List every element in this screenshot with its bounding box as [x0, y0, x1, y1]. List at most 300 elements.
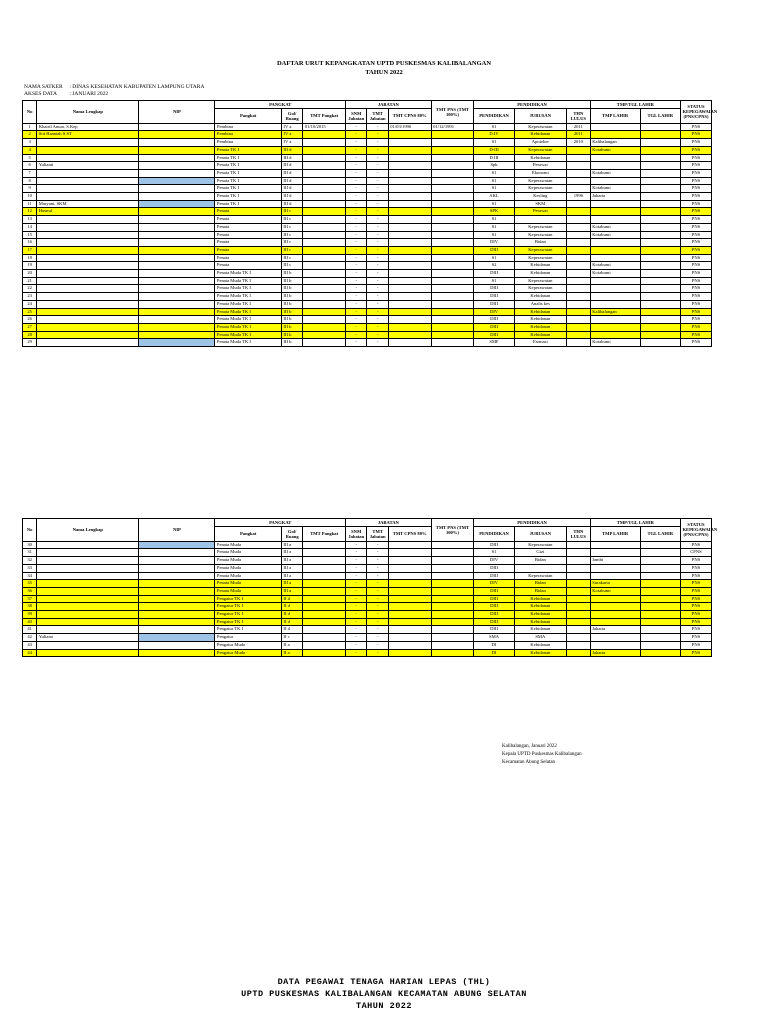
cell-tmp [590, 316, 640, 324]
col-nama: Nama Lengkap [37, 101, 139, 124]
cell-pangkat: Pengatur TK I [215, 603, 282, 611]
cell-tmt-jab: - [367, 223, 388, 231]
cell-pangkat: Pengatur Muda [215, 641, 282, 649]
cell-tmt-cpns [388, 216, 431, 224]
cell-nama [37, 254, 139, 262]
cell-nip [139, 193, 215, 201]
cell-tgl [640, 323, 680, 331]
cell-tmt-cpns [388, 618, 431, 626]
cell-pendidikan: DIII [474, 270, 514, 278]
cell-tmt-pangkat [303, 331, 346, 339]
cell-nip [139, 270, 215, 278]
cell-tmt-pns [431, 308, 474, 316]
cell-no: 11 [23, 200, 37, 208]
cell-tmt-pns [431, 200, 474, 208]
cell-jurusan: Kebidanan [514, 323, 566, 331]
cell-tmt-jab: - [367, 285, 388, 293]
cell-nama [37, 300, 139, 308]
table-row [23, 331, 712, 339]
cell-nip [139, 277, 215, 285]
group-jabatan: JABATAN [346, 519, 432, 527]
cell-snm: - [346, 649, 367, 657]
table-row [23, 293, 712, 301]
cell-snm: - [346, 618, 367, 626]
table-row [23, 139, 712, 147]
col-tmt-cpns: TMT CPNS 80% [388, 526, 431, 541]
cell-tmp: Jakarta [590, 193, 640, 201]
cell-tmt-jab: - [367, 634, 388, 642]
cell-tmp [590, 541, 640, 549]
cell-tmt-pangkat [303, 146, 346, 154]
cell-thn [566, 331, 590, 339]
cell-pendidikan: S2 [474, 262, 514, 270]
cell-gol: III b [281, 285, 302, 293]
cell-pendidikan: DIII [474, 611, 514, 619]
col-tmp-lahir: TMP LAHIR [590, 526, 640, 541]
cell-tmt-cpns [388, 223, 431, 231]
cell-tmt-pangkat [303, 246, 346, 254]
cell-nip [139, 634, 215, 642]
cell-nama [37, 239, 139, 247]
cell-nip [139, 572, 215, 580]
cell-tmt-cpns [388, 595, 431, 603]
cell-gol: II a [281, 641, 302, 649]
cell-no: 34 [23, 572, 37, 580]
cell-gol: III d [281, 193, 302, 201]
cell-nip [139, 323, 215, 331]
cell-tmt-cpns [388, 331, 431, 339]
cell-nama [37, 308, 139, 316]
cell-tmt-pangkat [303, 564, 346, 572]
cell-tgl [640, 154, 680, 162]
cell-nip [139, 611, 215, 619]
cell-tmt-jab: - [367, 549, 388, 557]
cell-tmt-jab: - [367, 611, 388, 619]
cell-tmt-pns [431, 611, 474, 619]
cell-tmt-pangkat: 01/10/2015 [303, 123, 346, 131]
cell-snm: - [346, 223, 367, 231]
cell-nip [139, 339, 215, 347]
cell-gol: III a [281, 572, 302, 580]
cell-tmp [590, 603, 640, 611]
cell-tmt-cpns [388, 626, 431, 634]
cell-tmt-pns [431, 300, 474, 308]
footer-line-3: TAHUN 2022 [355, 1001, 412, 1011]
cell-tgl [640, 339, 680, 347]
cell-pangkat: Penata Muda TK I [215, 339, 282, 347]
cell-pendidikan: S1 [474, 549, 514, 557]
table-row [23, 316, 712, 324]
cell-pangkat: Penata Muda TK I [215, 316, 282, 324]
cell-no: 17 [23, 246, 37, 254]
cell-no: 33 [23, 564, 37, 572]
cell-pendidikan: DIV [474, 239, 514, 247]
cell-tmt-cpns [388, 231, 431, 239]
cell-tmt-pangkat [303, 154, 346, 162]
cell-nip [139, 262, 215, 270]
cell-pendidikan: SMA [474, 634, 514, 642]
cell-nip [139, 618, 215, 626]
cell-gol: III d [281, 169, 302, 177]
cell-tmt-pns [431, 208, 474, 216]
cell-tgl [640, 611, 680, 619]
cell-tgl [640, 216, 680, 224]
cell-tmt-jab: - [367, 162, 388, 170]
cell-tgl [640, 123, 680, 131]
cell-tmt-pns [431, 223, 474, 231]
cell-pendidikan: S1 [474, 123, 514, 131]
table-row [23, 308, 712, 316]
col-tgl-lahir: TGL LAHIR [640, 108, 680, 123]
cell-thn [566, 154, 590, 162]
cell-tmt-pns [431, 587, 474, 595]
cell-tmt-cpns: 01/03/1990 [388, 123, 431, 131]
cell-pendidikan: DIV [474, 308, 514, 316]
cell-tmt-pangkat [303, 316, 346, 324]
cell-tmt-pangkat [303, 587, 346, 595]
cell-thn [566, 580, 590, 588]
cell-thn [566, 572, 590, 580]
cell-pangkat: Penata Muda TK I [215, 308, 282, 316]
cell-tmt-jab: - [367, 626, 388, 634]
cell-tmt-pns [431, 293, 474, 301]
cell-tmp: Kotabumi [590, 587, 640, 595]
cell-gol: III a [281, 557, 302, 565]
cell-tmt-pangkat [303, 285, 346, 293]
cell-no: 3 [23, 139, 37, 147]
cell-thn [566, 626, 590, 634]
cell-status: PNS [680, 603, 711, 611]
cell-tmt-cpns [388, 587, 431, 595]
cell-jurusan: Perawat [514, 208, 566, 216]
cell-pendidikan: DI [474, 641, 514, 649]
table-row [23, 564, 712, 572]
cell-tgl [640, 649, 680, 657]
cell-no: 15 [23, 231, 37, 239]
cell-pendidikan: DIII [474, 300, 514, 308]
cell-no: 4 [23, 146, 37, 154]
cell-snm: - [346, 131, 367, 139]
cell-pangkat: Penata [215, 208, 282, 216]
table-row [23, 123, 712, 131]
cell-no: 28 [23, 331, 37, 339]
cell-tmt-pangkat [303, 308, 346, 316]
cell-tmt-pns [431, 154, 474, 162]
cell-nip [139, 254, 215, 262]
cell-jurusan [514, 216, 566, 224]
footer-line-1: DATA PEGAWAI TENAGA HARIAN LEPAS (THL) [277, 977, 491, 987]
cell-pendidikan: DIII [474, 246, 514, 254]
cell-no: 30 [23, 541, 37, 549]
cell-no: 6 [23, 162, 37, 170]
cell-tmt-pns [431, 634, 474, 642]
table-row [23, 131, 712, 139]
cell-nama [37, 231, 139, 239]
cell-pangkat: Penata [215, 262, 282, 270]
cell-tmt-pns [431, 270, 474, 278]
table-row [23, 254, 712, 262]
cell-gol: III b [281, 293, 302, 301]
cell-tmt-cpns [388, 285, 431, 293]
cell-snm: - [346, 231, 367, 239]
footer-line-2: UPTD PUSKESMAS KALIBALANGAN KECAMATAN ABUNG SELATAN [241, 989, 527, 999]
table-row [23, 246, 712, 254]
cell-tmp [590, 216, 640, 224]
cell-jurusan: Kebidanan [514, 131, 566, 139]
cell-tmp: Surakarta [590, 580, 640, 588]
cell-tmt-cpns [388, 557, 431, 565]
table-row [23, 285, 712, 293]
cell-status: PNS [680, 270, 711, 278]
cell-tmt-jab: - [367, 254, 388, 262]
cell-nip [139, 231, 215, 239]
group-pangkat: PANGKAT [215, 101, 346, 109]
cell-nama [37, 323, 139, 331]
cell-thn [566, 339, 590, 347]
cell-tgl [640, 169, 680, 177]
cell-jurusan: SMA [514, 634, 566, 642]
table-row [23, 193, 712, 201]
cell-snm: - [346, 549, 367, 557]
cell-tmt-jab: - [367, 300, 388, 308]
cell-jurusan: Perawat [514, 162, 566, 170]
cell-tgl [640, 146, 680, 154]
cell-thn: 2010 [566, 139, 590, 147]
cell-pendidikan: D.III [474, 154, 514, 162]
table-row [23, 300, 712, 308]
cell-pangkat: Penata Muda TK I [215, 285, 282, 293]
cell-thn [566, 308, 590, 316]
cell-tmt-pangkat [303, 208, 346, 216]
cell-snm: - [346, 216, 367, 224]
cell-tmp [590, 549, 640, 557]
cell-snm: - [346, 154, 367, 162]
cell-tgl [640, 208, 680, 216]
cell-snm: - [346, 293, 367, 301]
cell-status: PNS [680, 200, 711, 208]
cell-no: 41 [23, 626, 37, 634]
table-row [23, 277, 712, 285]
col-gol: Gol/ Ruang [281, 108, 302, 123]
cell-tmt-pns [431, 564, 474, 572]
cell-nip [139, 139, 215, 147]
cell-snm: - [346, 626, 367, 634]
cell-no: 23 [23, 293, 37, 301]
cell-tmt-pangkat [303, 595, 346, 603]
cell-pendidikan: DIII [474, 603, 514, 611]
table-row [23, 626, 712, 634]
cell-no: 38 [23, 603, 37, 611]
cell-snm: - [346, 270, 367, 278]
cell-pangkat: Pengatur Muda [215, 649, 282, 657]
cell-status: PNS [680, 649, 711, 657]
cell-tmt-cpns [388, 185, 431, 193]
cell-jurusan: Kebidanan [514, 626, 566, 634]
cell-tmt-pangkat [303, 641, 346, 649]
cell-jurusan: Analis kes [514, 300, 566, 308]
cell-tmt-pns [431, 649, 474, 657]
cell-gol: III c [281, 246, 302, 254]
cell-tmt-jab: - [367, 246, 388, 254]
cell-nama [37, 277, 139, 285]
cell-status: PNS [680, 587, 711, 595]
cell-tmt-cpns [388, 208, 431, 216]
cell-status: PNS [680, 169, 711, 177]
cell-nip [139, 200, 215, 208]
cell-tmt-jab: - [367, 216, 388, 224]
cell-gol: II d [281, 626, 302, 634]
table-row [23, 146, 712, 154]
cell-jurusan: Kesling [514, 193, 566, 201]
cell-gol: II c [281, 634, 302, 642]
cell-gol: III d [281, 177, 302, 185]
col-tmt-pangkat: TMT Pangkat [303, 526, 346, 541]
table-ranking-1 [22, 100, 718, 347]
cell-tmp [590, 323, 640, 331]
col-tmt-cpns: TMT CPNS 80% [388, 108, 431, 123]
col-tgl-lahir: TGL LAHIR [640, 526, 680, 541]
cell-no: 18 [23, 254, 37, 262]
cell-tmp: Jambi [590, 557, 640, 565]
table-row [23, 603, 712, 611]
col-jurusan: JURUSAN [514, 108, 566, 123]
cell-tgl [640, 262, 680, 270]
cell-tmt-jab: - [367, 200, 388, 208]
cell-pendidikan: S1 [474, 177, 514, 185]
header-row-group [23, 101, 712, 109]
cell-pendidikan: SPK [474, 208, 514, 216]
cell-tmp [590, 154, 640, 162]
cell-status: PNS [680, 564, 711, 572]
cell-jurusan: Kebidanan [514, 618, 566, 626]
cell-gol: III b [281, 331, 302, 339]
cell-no: 9 [23, 185, 37, 193]
cell-tgl [640, 331, 680, 339]
cell-tgl [640, 162, 680, 170]
table-row [23, 641, 712, 649]
cell-jurusan: Kebidanan [514, 641, 566, 649]
cell-nama [37, 641, 139, 649]
cell-thn [566, 634, 590, 642]
cell-snm: - [346, 339, 367, 347]
cell-jurusan: Keperawatan [514, 572, 566, 580]
cell-tmt-jab: - [367, 239, 388, 247]
cell-nama: Yuliana [37, 634, 139, 642]
cell-gol: III c [281, 208, 302, 216]
cell-thn: 1996 [566, 193, 590, 201]
cell-status: PNS [680, 223, 711, 231]
cell-thn: 2011 [566, 123, 590, 131]
cell-jurusan: Keperawatan [514, 285, 566, 293]
cell-nama [37, 223, 139, 231]
cell-tmt-pns [431, 603, 474, 611]
cell-no: 40 [23, 618, 37, 626]
cell-snm: - [346, 285, 367, 293]
cell-tmt-pangkat [303, 541, 346, 549]
cell-tmp [590, 572, 640, 580]
table-row [23, 595, 712, 603]
cell-tmt-pns [431, 572, 474, 580]
cell-tmt-pangkat [303, 262, 346, 270]
cell-jurusan: Ekonomi [514, 169, 566, 177]
cell-nama: Siti Haaniah S.ST [37, 131, 139, 139]
cell-tmt-pns [431, 254, 474, 262]
cell-jurusan: Keperawatan [514, 223, 566, 231]
cell-gol: II d [281, 595, 302, 603]
cell-status: PNS [680, 193, 711, 201]
cell-tgl [640, 300, 680, 308]
table-row [23, 169, 712, 177]
cell-tmt-jab: - [367, 564, 388, 572]
table-row [23, 611, 712, 619]
cell-nama [37, 595, 139, 603]
col-no: No [23, 101, 37, 124]
cell-gol: III a [281, 541, 302, 549]
col-nip: NIP [139, 101, 215, 124]
cell-tmt-pangkat [303, 300, 346, 308]
cell-gol: III a [281, 580, 302, 588]
signature-place-date: Kalibalangan, Januari 2022 [502, 744, 557, 749]
cell-nip [139, 208, 215, 216]
cell-snm: - [346, 246, 367, 254]
cell-tmt-pns [431, 618, 474, 626]
cell-tmt-cpns [388, 270, 431, 278]
cell-tmp [590, 123, 640, 131]
cell-thn [566, 223, 590, 231]
cell-thn [566, 595, 590, 603]
signature-role-1: Kepala UPTD Puskesmas Kalibalangan [502, 752, 582, 757]
cell-tmt-jab: - [367, 541, 388, 549]
cell-tmp: Kalibalangan [590, 308, 640, 316]
cell-snm: - [346, 595, 367, 603]
cell-tmp [590, 277, 640, 285]
cell-status: PNS [680, 254, 711, 262]
group-tmp-lahir: TMP/TGL LAHIR [590, 519, 680, 527]
cell-pendidikan: DIII [474, 293, 514, 301]
cell-tmt-cpns [388, 580, 431, 588]
cell-tmt-jab: - [367, 323, 388, 331]
cell-thn [566, 146, 590, 154]
cell-gol: III a [281, 587, 302, 595]
group-jabatan: JABATAN [346, 101, 432, 109]
cell-tmt-pangkat [303, 323, 346, 331]
cell-tgl [640, 580, 680, 588]
cell-snm: - [346, 564, 367, 572]
cell-gol: IV a [281, 131, 302, 139]
cell-no: 22 [23, 285, 37, 293]
cell-no: 10 [23, 193, 37, 201]
cell-tmp: Kotabumi [590, 231, 640, 239]
cell-snm: - [346, 277, 367, 285]
cell-pendidikan: D-III [474, 146, 514, 154]
cell-snm: - [346, 254, 367, 262]
cell-no: 31 [23, 549, 37, 557]
cell-tmt-cpns [388, 572, 431, 580]
cell-tgl [640, 557, 680, 565]
cell-jurusan: Keperawatan [514, 246, 566, 254]
table-row [23, 557, 712, 565]
cell-pangkat: Penata Muda TK I [215, 293, 282, 301]
signature-role-2: Kecamatan Abung Selatan [502, 760, 556, 765]
cell-tmt-pns [431, 549, 474, 557]
cell-tgl [640, 564, 680, 572]
cell-status: PNS [680, 331, 711, 339]
cell-no: 24 [23, 300, 37, 308]
cell-pendidikan: DIII [474, 316, 514, 324]
cell-jurusan: Bidan [514, 557, 566, 565]
cell-tgl [640, 293, 680, 301]
cell-no: 32 [23, 557, 37, 565]
